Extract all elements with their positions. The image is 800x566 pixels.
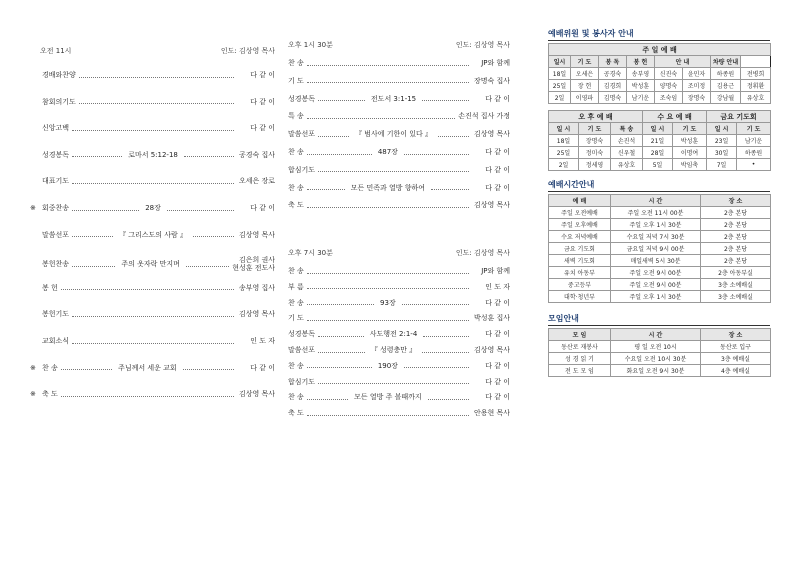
leader-dots bbox=[307, 78, 469, 83]
schedule-cell: 중고등부 bbox=[549, 279, 611, 291]
duty-cell: 18일 bbox=[549, 135, 579, 147]
duty-cell: 김경희 bbox=[599, 80, 627, 92]
meetings-col-header: 장 소 bbox=[701, 329, 771, 341]
sunday-duty-row bbox=[549, 68, 771, 80]
afternoon-item-leader: 손진석 집사 가정 bbox=[458, 112, 510, 121]
schedule-cell: 주일 오전 9시 00분 bbox=[611, 279, 701, 291]
evening-item-leader: 안용현 목사 bbox=[473, 409, 510, 418]
morning-order-item bbox=[30, 230, 275, 240]
afternoon-item-leader: 다 같 이 bbox=[485, 165, 510, 174]
meetings-cell: 3층 예배실 bbox=[701, 353, 771, 365]
sunday-col-header: 안 내 bbox=[655, 56, 711, 68]
schedule-cell: 주일 오후예배 bbox=[549, 219, 611, 231]
weekday-col-header: 일 시 bbox=[549, 123, 579, 135]
evening-item-name: 찬 송 bbox=[288, 298, 304, 307]
evening-order-item bbox=[288, 298, 510, 308]
duty-title: 예배위원 및 봉사자 안내 bbox=[548, 28, 770, 41]
sunday-band: 주 일 예 배 bbox=[549, 44, 771, 56]
afternoon-item-leader: 김상영 목사 bbox=[473, 130, 510, 139]
schedule-cell: 주일 오전 11시 00분 bbox=[611, 207, 701, 219]
duty-cell: 김용근 bbox=[711, 80, 741, 92]
schedule-row bbox=[549, 207, 771, 219]
schedule-col-header: 예 배 bbox=[549, 195, 611, 207]
duty-cell: 손진석 bbox=[611, 135, 643, 147]
morning-item-leader: 오세은 장로 bbox=[238, 177, 275, 186]
duty-cell: 23일 bbox=[707, 135, 737, 147]
schedule-cell: 2층 본당 bbox=[701, 231, 771, 243]
afternoon-item-name: 찬 송 bbox=[288, 59, 304, 67]
evening-item-leader: 다 같 이 bbox=[485, 393, 511, 402]
sunday-duty-row bbox=[549, 80, 771, 92]
leader-dots bbox=[61, 392, 234, 397]
morning-item-detail: 『 그리스도의 사람 』 bbox=[119, 230, 188, 239]
evening-item-leader: 김상영 목사 bbox=[473, 346, 510, 354]
morning-item-name: 봉헌기도 bbox=[42, 310, 70, 319]
duty-cell: 2일 bbox=[549, 159, 579, 171]
morning-item-leader: 김상영 목사 bbox=[238, 310, 275, 319]
leader-dots bbox=[72, 232, 113, 237]
schedule-col-header: 장 소 bbox=[701, 195, 771, 207]
morning-stand-mark: ※ bbox=[30, 390, 36, 399]
morning-order-item bbox=[30, 309, 275, 319]
evening-item-name: 찬 송 bbox=[288, 267, 304, 275]
duty-cell: 장 헌 bbox=[571, 80, 599, 92]
schedule-cell: 대학·청년부 bbox=[549, 291, 611, 303]
schedule-cell: 주일 오전 9시 00분 bbox=[611, 267, 701, 279]
morning-item-name: 경배와찬양 bbox=[42, 71, 76, 79]
morning-item-detail: 주의 옷자락 만지며 bbox=[121, 260, 180, 269]
duty-cell: 조미정 bbox=[683, 80, 711, 92]
evening-item-detail: 모든 열방 주 볼때까지 bbox=[354, 393, 422, 402]
morning-service bbox=[30, 30, 275, 436]
leader-dots bbox=[404, 363, 469, 368]
leader-dots bbox=[72, 206, 139, 211]
morning-item-detail: 로마서 5:12-18 bbox=[128, 150, 178, 159]
morning-item-name: 회중찬송 bbox=[42, 204, 70, 212]
duty-cell: 정세영 bbox=[579, 159, 611, 171]
afternoon-item-leader: JP와 함께 bbox=[481, 59, 510, 67]
morning-item-name: 성경봉독 bbox=[42, 150, 70, 159]
sunday-col-header: 기 도 bbox=[571, 56, 599, 68]
schedule-table bbox=[548, 194, 771, 303]
morning-stand-mark: ※ bbox=[30, 363, 36, 372]
leader-dots bbox=[402, 300, 469, 305]
duty-cell: 김명숙 bbox=[599, 92, 627, 104]
leader-dots bbox=[72, 262, 115, 267]
morning-order-item bbox=[30, 70, 275, 80]
schedule-cell: 2층 아동부실 bbox=[701, 267, 771, 279]
sunday-col-header: 일시 bbox=[549, 56, 571, 68]
leader-dots bbox=[79, 99, 234, 104]
meeting-row bbox=[549, 365, 771, 377]
duty-cell: 신진숙 bbox=[655, 68, 683, 80]
leader-dots bbox=[184, 152, 234, 157]
afternoon-order-item bbox=[288, 200, 510, 210]
weekday-duty-table bbox=[548, 110, 771, 171]
leader-dots bbox=[307, 150, 372, 155]
morning-item-name: 봉헌찬송 bbox=[42, 260, 70, 269]
evening-item-name: 찬 송 bbox=[288, 361, 304, 370]
duty-cell: 공경숙 bbox=[599, 68, 627, 80]
morning-item-name: 말씀선포 bbox=[42, 230, 70, 239]
weekday-col-header: 기 도 bbox=[579, 123, 611, 135]
afternoon-item-leader: 다 같 이 bbox=[485, 94, 510, 103]
duty-cell: 박성훈 bbox=[627, 80, 655, 92]
duty-cell: 장명숙 bbox=[683, 92, 711, 104]
schedule-cell: 수요일 저녁 7시 30분 bbox=[611, 231, 701, 243]
leader-dots bbox=[72, 312, 234, 317]
evening-order-item bbox=[288, 377, 510, 387]
evening-item-name: 성경봉독 bbox=[288, 330, 316, 339]
duty-cell: 하종원 bbox=[711, 68, 741, 80]
duty-cell: 유상호 bbox=[611, 159, 643, 171]
afternoon-item-name: 축 도 bbox=[288, 201, 304, 210]
leader-line-2: 현성훈 전도사 bbox=[232, 264, 276, 273]
morning-order-item bbox=[30, 123, 275, 133]
evening-order-item bbox=[288, 408, 510, 418]
evening-order-item bbox=[288, 313, 510, 323]
afternoon-order-item bbox=[288, 111, 510, 121]
evening-item-leader: 다 같 이 bbox=[485, 377, 510, 386]
morning-item-leader: 인 도 자 bbox=[250, 337, 275, 345]
weekday-duty-row bbox=[549, 135, 771, 147]
morning-stand-mark: ※ bbox=[30, 204, 36, 212]
sunday-col-header: 봉 헌 bbox=[627, 56, 655, 68]
leader-dots bbox=[307, 61, 469, 66]
duty-cell: 정휘환 bbox=[741, 80, 771, 92]
duty-cell: 조숙임 bbox=[655, 92, 683, 104]
afternoon-leader: 인도: 김상영 목사 bbox=[455, 41, 510, 49]
duty-cell: 정미숙 bbox=[579, 147, 611, 159]
leader-dots bbox=[318, 132, 349, 137]
duty-cell: 송부영 bbox=[627, 68, 655, 80]
afternoon-item-detail: 『 범사에 기한이 있다 』 bbox=[355, 130, 433, 139]
meetings-cell: 4층 예배실 bbox=[701, 365, 771, 377]
leader-dots bbox=[307, 203, 469, 208]
evening-time: 오후 7시 30분 bbox=[288, 249, 333, 257]
weekday-col-header: 기 도 bbox=[737, 123, 771, 135]
leader-dots bbox=[431, 185, 469, 190]
leader-dots bbox=[307, 114, 455, 119]
schedule-row bbox=[549, 291, 771, 303]
evening-item-name: 기 도 bbox=[288, 314, 304, 323]
leader-dots bbox=[318, 348, 365, 353]
duty-cell: 박임축 bbox=[673, 159, 707, 171]
evening-item-name: 부 름 bbox=[288, 282, 304, 291]
leader-dots bbox=[307, 185, 345, 190]
leader-dots bbox=[193, 232, 234, 237]
leader-dots bbox=[428, 395, 469, 400]
duty-cell: 남기운 bbox=[627, 92, 655, 104]
leader-dots bbox=[422, 96, 469, 101]
morning-item-leader: 다 같 이 bbox=[250, 97, 275, 106]
schedule-cell: 2층 본당 bbox=[701, 219, 771, 231]
evening-order-item bbox=[288, 266, 510, 276]
schedule-cell: 2층 본당 bbox=[701, 255, 771, 267]
schedule-cell: 3층 소예배실 bbox=[701, 291, 771, 303]
sunday-duty-table bbox=[548, 43, 771, 104]
evening-item-leader: JP와 함께 bbox=[481, 267, 510, 275]
duty-cell: 강남월 bbox=[711, 92, 741, 104]
leader-dots bbox=[422, 348, 469, 353]
afternoon-order-item bbox=[288, 94, 510, 104]
friday-band: 금요 기도회 bbox=[707, 111, 771, 123]
schedule-row bbox=[549, 231, 771, 243]
leader-dots bbox=[307, 411, 469, 416]
leader-dots bbox=[72, 179, 234, 184]
leader-dots bbox=[307, 316, 469, 321]
schedule-row bbox=[549, 267, 771, 279]
morning-item-name: 축 도 bbox=[42, 390, 58, 399]
morning-order-item bbox=[30, 363, 275, 373]
leader-dots bbox=[186, 262, 229, 267]
afternoon-item-detail: 모든 민족과 열방 향하여 bbox=[350, 183, 426, 192]
leader-line-1: 김은희 권사 bbox=[238, 256, 276, 265]
morning-item-name: 교회소식 bbox=[42, 337, 70, 345]
leader-dots bbox=[61, 285, 234, 290]
afternoon-item-name: 기 도 bbox=[288, 76, 304, 85]
leader-dots bbox=[318, 167, 469, 172]
duty-cell: 2일 bbox=[549, 92, 571, 104]
leader-dots bbox=[72, 339, 234, 344]
afternoon-item-name: 특 송 bbox=[288, 112, 304, 121]
afternoon-item-name: 말씀선포 bbox=[288, 130, 316, 139]
sunday-col-header: 차량 안내 bbox=[711, 56, 741, 68]
afternoon-order-item bbox=[288, 147, 510, 157]
leader-dots bbox=[318, 96, 365, 101]
leader-dots bbox=[318, 379, 469, 384]
duty-cell: • bbox=[737, 159, 771, 171]
meetings-cell: 성 경 읽 기 bbox=[549, 353, 611, 365]
duty-cell: 남기운 bbox=[737, 135, 771, 147]
afternoon-order-item bbox=[288, 76, 510, 86]
afternoon-item-leader: 다 같 이 bbox=[485, 183, 511, 192]
morning-time: 오전 11시 bbox=[40, 47, 72, 55]
morning-item-name: 대표기도 bbox=[42, 177, 70, 186]
afternoon-time: 오후 1시 30분 bbox=[288, 41, 333, 49]
duty-cell: 7일 bbox=[707, 159, 737, 171]
morning-item-leader: 다 같 이 bbox=[250, 363, 276, 372]
afternoon-item-leader: 장명숙 집사 bbox=[473, 76, 510, 85]
leader-dots bbox=[167, 206, 234, 211]
evening-item-name: 합심기도 bbox=[288, 377, 316, 386]
leader-dots bbox=[307, 269, 469, 274]
sunday-col-header: 봉 독 bbox=[599, 56, 627, 68]
afternoon-order-item bbox=[288, 183, 510, 193]
leader-dots bbox=[438, 132, 469, 137]
evening-item-leader: 박성훈 집사 bbox=[473, 314, 510, 323]
afternoon-evening-services bbox=[288, 30, 510, 418]
schedule-cell: 주일 오후 1시 30분 bbox=[611, 291, 701, 303]
afternoon-band: 오 후 예 배 bbox=[549, 111, 643, 123]
meetings-cell: 동산로 입구 bbox=[701, 341, 771, 353]
evening-order-item bbox=[288, 282, 510, 292]
leader-dots bbox=[183, 365, 234, 370]
duty-cell: 5일 bbox=[643, 159, 673, 171]
schedule-cell: 2층 본당 bbox=[701, 243, 771, 255]
duty-cell: 이영파 bbox=[571, 92, 599, 104]
evening-item-detail: 『 성령충만 』 bbox=[370, 346, 417, 354]
evening-item-leader: 다 같 이 bbox=[485, 330, 510, 339]
schedule-cell: 2층 본당 bbox=[701, 207, 771, 219]
leader-dots bbox=[423, 332, 469, 337]
morning-item-leader bbox=[232, 256, 275, 272]
leader-dots bbox=[307, 363, 372, 368]
evening-item-name: 말씀선포 bbox=[288, 346, 316, 354]
morning-order-item bbox=[30, 150, 275, 160]
evening-header bbox=[288, 248, 510, 258]
schedule-cell: 주일 오후 1시 30분 bbox=[611, 219, 701, 231]
weekday-col-header: 특 송 bbox=[611, 123, 643, 135]
evening-leader: 인도: 김상영 목사 bbox=[455, 249, 510, 257]
evening-order-item bbox=[288, 345, 510, 355]
evening-item-name: 찬 송 bbox=[288, 393, 304, 402]
morning-item-name: 찬 송 bbox=[42, 363, 58, 372]
schedule-col-header: 시 간 bbox=[611, 195, 701, 207]
morning-item-name: 봉 헌 bbox=[42, 283, 58, 292]
afternoon-item-name: 찬 송 bbox=[288, 183, 304, 192]
weekday-duty-row bbox=[549, 159, 771, 171]
afternoon-item-detail: 전도서 3:1-15 bbox=[370, 94, 417, 103]
morning-order-item bbox=[30, 176, 275, 186]
schedule-cell: 새벽 기도회 bbox=[549, 255, 611, 267]
morning-order-item bbox=[30, 283, 275, 293]
morning-item-leader: 공경숙 집사 bbox=[238, 150, 276, 159]
morning-leader: 인도: 김상영 목사 bbox=[220, 47, 275, 55]
morning-item-leader: 다 같 이 bbox=[250, 124, 275, 133]
evening-order-item bbox=[288, 392, 510, 402]
schedule-cell: 금요 기도회 bbox=[549, 243, 611, 255]
leader-dots bbox=[307, 300, 374, 305]
duty-cell: 이명여 bbox=[673, 147, 707, 159]
meetings-title: 모임안내 bbox=[548, 313, 770, 326]
leader-dots bbox=[404, 150, 469, 155]
meeting-row bbox=[549, 341, 771, 353]
afternoon-order-item bbox=[288, 165, 510, 175]
afternoon-item-name: 성경봉독 bbox=[288, 94, 316, 103]
duty-cell: 장명숙 bbox=[579, 135, 611, 147]
morning-item-leader: 다 같 이 bbox=[250, 204, 276, 212]
schedule-cell: 유치 아동부 bbox=[549, 267, 611, 279]
schedule-row bbox=[549, 243, 771, 255]
duty-cell: 유상호 bbox=[741, 92, 771, 104]
leader-dots bbox=[72, 152, 122, 157]
duty-cell: 신우철 bbox=[611, 147, 643, 159]
morning-order-item bbox=[30, 256, 275, 272]
weekday-col-header: 일 시 bbox=[643, 123, 673, 135]
meetings-cell: 전 도 모 임 bbox=[549, 365, 611, 377]
duty-cell: 21일 bbox=[643, 135, 673, 147]
weekday-col-header: 기 도 bbox=[673, 123, 707, 135]
duty-cell: 18일 bbox=[549, 68, 571, 80]
afternoon-item-detail: 487장 bbox=[377, 148, 398, 156]
meetings-cell: 동산로 재봉사 bbox=[549, 341, 611, 353]
schedule-cell: 수요 저녁예배 bbox=[549, 231, 611, 243]
morning-item-leader: 다 같 이 bbox=[250, 71, 275, 79]
duty-cell: 양명숙 bbox=[655, 80, 683, 92]
evening-item-name: 축 도 bbox=[288, 409, 304, 418]
schedule-row bbox=[549, 219, 771, 231]
duty-cell: 윤민자 bbox=[683, 68, 711, 80]
evening-item-leader: 다 같 이 bbox=[485, 298, 511, 307]
evening-item-leader: 다 같 이 bbox=[485, 361, 510, 370]
leader-dots bbox=[79, 73, 234, 78]
wednesday-band: 수 요 예 배 bbox=[643, 111, 707, 123]
evening-item-detail: 190장 bbox=[377, 361, 398, 370]
schedule-title: 예배시간안내 bbox=[548, 179, 770, 192]
leader-dots bbox=[61, 365, 112, 370]
meetings-col-header: 모 임 bbox=[549, 329, 611, 341]
sunday-duty-row bbox=[549, 92, 771, 104]
morning-order-item bbox=[30, 336, 275, 346]
weekday-col-header: 일 시 bbox=[707, 123, 737, 135]
leader-dots bbox=[307, 395, 348, 400]
duty-cell: 오세은 bbox=[571, 68, 599, 80]
schedule-cell: 주일 오전예배 bbox=[549, 207, 611, 219]
duty-cell: 전병희 bbox=[741, 68, 771, 80]
afternoon-order-item bbox=[288, 129, 510, 139]
evening-item-detail: 93장 bbox=[380, 298, 396, 307]
meetings-col-header: 시 간 bbox=[611, 329, 701, 341]
meetings-cell: 화요일 오전 9시 30분 bbox=[611, 365, 701, 377]
schedule-row bbox=[549, 255, 771, 267]
schedule-row bbox=[549, 279, 771, 291]
morning-order-item bbox=[30, 389, 275, 399]
info-tables bbox=[548, 28, 770, 377]
evening-item-detail: 사도행전 2:1-4 bbox=[369, 330, 418, 339]
schedule-cell: 3층 소예배실 bbox=[701, 279, 771, 291]
leader-dots bbox=[318, 332, 364, 337]
meetings-cell: 평 일 오전 10시 bbox=[611, 341, 701, 353]
duty-cell: 25일 bbox=[549, 80, 571, 92]
afternoon-item-leader: 김상영 목사 bbox=[473, 201, 510, 210]
afternoon-header bbox=[288, 40, 510, 50]
evening-item-leader: 인 도 자 bbox=[485, 282, 510, 291]
duty-cell: 25일 bbox=[549, 147, 579, 159]
meeting-row bbox=[549, 353, 771, 365]
afternoon-item-name: 합심기도 bbox=[288, 165, 316, 174]
morning-item-name: 신앙고백 bbox=[42, 124, 70, 133]
morning-header bbox=[30, 46, 275, 56]
duty-cell: 30일 bbox=[707, 147, 737, 159]
duty-cell: 박성훈 bbox=[673, 135, 707, 147]
weekday-duty-row bbox=[549, 147, 771, 159]
morning-order-item bbox=[30, 97, 275, 107]
morning-item-leader: 김상영 목사 bbox=[238, 230, 276, 239]
evening-order-item bbox=[288, 329, 510, 339]
morning-item-detail: 주님께서 세운 교회 bbox=[118, 363, 177, 372]
afternoon-order-item bbox=[288, 58, 510, 68]
meetings-cell: 수요일 오전 10시 30분 bbox=[611, 353, 701, 365]
duty-cell: 28일 bbox=[643, 147, 673, 159]
afternoon-item-leader: 다 같 이 bbox=[485, 148, 510, 156]
afternoon-item-name: 찬 송 bbox=[288, 148, 304, 156]
morning-order-item bbox=[30, 203, 275, 213]
meetings-table bbox=[548, 328, 771, 377]
evening-order-item bbox=[288, 361, 510, 371]
schedule-cell: 금요일 저녁 9시 00분 bbox=[611, 243, 701, 255]
morning-item-leader: 송부영 집사 bbox=[238, 283, 275, 292]
morning-item-detail: 28장 bbox=[145, 204, 161, 212]
leader-dots bbox=[72, 126, 234, 131]
schedule-cell: 매일새벽 5시 30분 bbox=[611, 255, 701, 267]
leader-dots bbox=[307, 284, 469, 289]
morning-item-name: 참회의기도 bbox=[42, 97, 76, 106]
morning-item-leader: 김상영 목사 bbox=[238, 390, 275, 399]
duty-cell: 하종원 bbox=[737, 147, 771, 159]
